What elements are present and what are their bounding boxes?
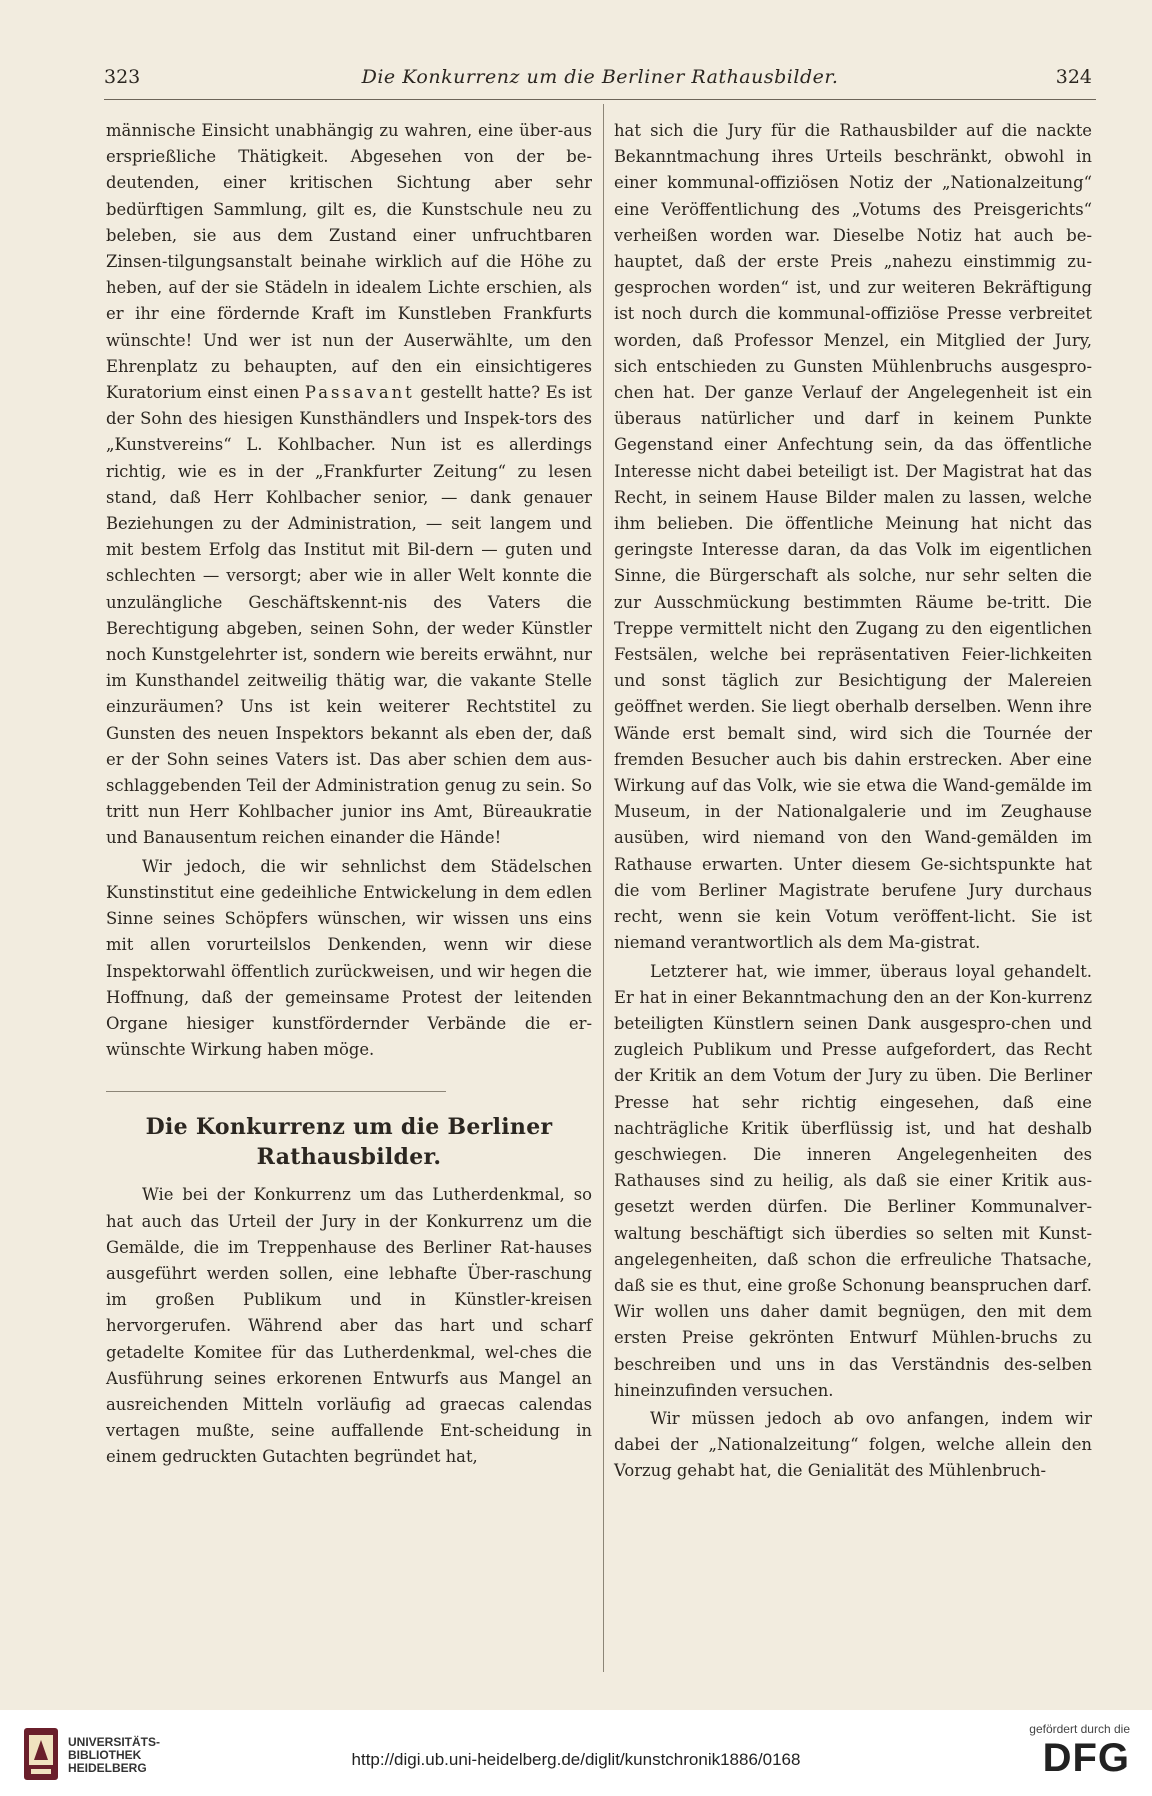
paragraph: hat sich die Jury für die Rathausbilder auf die nackte Bekanntmachung ihres Urteils beschränkt, obwohl in einer kommunal-offiziösen Notiz der „Nationalzeitung“ eine Veröffentlichung des „Votums des Preisgerichts“ verheißen worden war. Dieselbe Notiz hat auch be-hauptet, daß der erste Preis „nahezu einstimmig zu-gesprochen worden“ ist, und zur weiteren Bekräftigung ist noch durch die kommunal-offiziöse Presse verbreitet worden, daß Professor Menzel, ein Mitglied der Jury, sich entschieden zu Gunsten Mühlenbruchs ausgespro-chen hat. Der ganze Verlauf der Angelegenheit ist ein überaus natürlicher und darf in keinem Punkte Gegenstand einer Anfechtung sein, da das öffentliche Interesse nicht dabei beteiligt ist. Der Magistrat hat das Recht, in seinem Hause Bilder malen zu lassen, welche ihm belieben. Die öffentliche Meinung hat nicht das geringste Interesse daran, da das Volk im eigentlichen Sinne, die Bürgerschaft als solche, nur sehr selten die zur Ausschmückung bestimmten Räume be-tritt. Die Treppe vermittelt nicht den Zugang zu den eigentlichen Festsälen, welche bei repräsentativen Feier-lichkeiten und sonst täglich zur Besichtigung der Malereien geöffnet werden. Sie liegt oberhalb derselben. Wenn ihre Wände erst bemalt sind, wird sich die Tournée der fremden Besucher auch bis dahin erstrecken. Aber eine Wirkung auf das Volk, wie sie etwa die Wand-gemälde im Museum, in der Nationalgalerie und im Zeughause ausüben, wird niemand von den Wand-gemälden im Rathause erwarten. Unter diesem Ge-sichtspunkte hat die vom Berliner Magistrate berufene Jury durchaus recht, wenn sie kein Votum veröffent-licht. Sie ist niemand verantwortlich als dem Ma-gistrat.: [614, 121, 1092, 953]
emphasized-name: Passavant: [304, 383, 415, 403]
library-name: UNIVERSITÄTS- BIBLIOTHEK HEIDELBERG: [68, 1735, 161, 1775]
section-divider: [106, 1091, 446, 1092]
digitization-footer: [0, 1710, 1152, 1796]
funder-logo[interactable]: [1000, 1722, 1130, 1780]
running-header: [100, 64, 1100, 94]
paragraph: Letzterer hat, wie immer, überaus loyal gehandelt. Er hat in einer Bekanntmachung den an der Kon-kurrenz beteiligten Künstlern seinen Dank ausgespro-chen und zugleich Publikum und Presse aufgefordert, das Recht der Kritik an dem Votum der Jury zu üben. Die Berliner Presse hat sehr richtig eingesehen, daß eine nachträgliche Kritik überflüssig ist, und hat deshalb geschwiegen. Die inneren Angelegenheiten des Rathauses sind zu heilig, als daß sie einer Kritik aus-gesetzt werden dürfen. Die Berliner Kommunalver-waltung beschäftigt sich überdies so selten mit Kunst-angelegenheiten, daß schon die erfreuliche Thatsache, daß sie es thut, eine große Schonung beanspruchen darf. Wir wollen uns daher damit begnügen, den mit dem ersten Preise gekrönten Entwurf Mühlen-bruchs zu beschreiben und uns in das Verständnis des-selben hineinzufinden versuchen.: [614, 961, 1092, 1400]
column-divider: [603, 104, 604, 1672]
paragraph: männische Einsicht unabhängig zu wahren, eine über-aus ersprießliche Thätigkeit. Abgesehen von der be-deutenden, einer kritischen Sichtung aber sehr bedürftigen Sammlung, gilt es, die Kunstschule neu zu beleben, sie aus dem Zustand einer unfruchtbaren Zinsen-tilgungsanstalt beinahe wirklich auf die Höhe zu heben, auf der sie Städeln in idealem Lichte erschien, als er ihr eine fördernde Kraft im Kunstleben Frankfurts wünschte! Und wer ist nun der Auserwählte, um den Ehrenplatz zu behaupten, auf den ein einsichtigeres Kuratorium einst einen Passavant gestellt hatte? Es ist der Sohn des hiesigen Kunsthändlers und Inspek-tors des „Kunstvereins“ L. Kohlbacher. Nun ist es allerdings richtig, wie es in der „Frankfurter Zeitung“ zu lesen stand, daß Herr Kohlbacher senior, — dank genauer Beziehungen zu der Administration, — seit langem und mit bestem Erfolg das Institut mit Bil-dern — guten und schlechten — versorgt; aber wie in aller Welt konnte die unzulängliche Geschäftskennt-nis des Vaters die Berechtigung abgeben, seinen Sohn, der weder Künstler noch Kunstgelehrter ist, sondern wie bereits erwähnt, nur im Kunsthandel zeitweilig thätig war, die vakante Stelle einzuräumen? Uns ist kein weiterer Rechtstitel zu Gunsten des neuen Inspektors bekannt als eben der, daß er der Sohn seines Vaters ist. Das aber schien dem aus-schlaggebenden Teil der Administration genug zu sein. So tritt nun Herr Kohlbacher junior ins Amt, Büreaukratie und Banausentum reichen einander die Hände!: [106, 121, 592, 848]
funder-label: gefördert durch die: [1029, 1722, 1130, 1736]
header-rule: [104, 99, 1096, 100]
running-title: Die Konkurrenz um die Berliner Rathausbilder.: [361, 66, 839, 88]
dfg-logo-icon: DFG: [1042, 1736, 1130, 1780]
section-heading: Die Konkurrenz um die Berliner Rathausbilder.: [145, 1114, 553, 1171]
paragraph: Wir müssen jedoch ab ovo anfangen, indem wir dabei der „Nationalzeitung“ folgen, welche allein den Vorzug gehabt hat, die Genialität des Mühlenbruch-: [614, 1408, 1092, 1481]
paragraph: Wir jedoch, die wir sehnlichst dem Städelschen Kunstinstitut eine gedeihliche Entwickelung in dem edlen Sinne seines Schöpfers wünschen, wir wissen uns eins mit allen vorurteilslos Denkenden, wenn wir diese Inspektorwahl öffentlich zurückweisen, und wir hegen die Hoffnung, daß der gemeinsame Protest der leitenden Organe hiesiger kunstfördernder Verbände die er-wünschte Wirkung haben möge.: [106, 856, 592, 1060]
left-column: [106, 118, 592, 1471]
page-number-left: 323: [104, 66, 141, 88]
right-column: [614, 118, 1092, 1485]
paragraph: Wie bei der Konkurrenz um das Lutherdenkmal, so hat auch das Urteil der Jury in der Konkurrenz um die Gemälde, die im Treppenhause des Berliner Rat-hauses ausgeführt werden sollen, eine lebhafte Über-raschung im großen Publikum und in Künstler-kreisen hervorgerufen. Während aber das hart und scharf getadelte Komitee für das Lutherdenkmal, wel-ches die Ausführung seines erkorenen Entwurfs aus Mangel an ausreichenden Mitteln vorläufig ad graecas calendas vertagen mußte, seine auffallende Ent-scheidung in einem gedruckten Gutachten begründet hat,: [106, 1185, 592, 1467]
source-url[interactable]: http://digi.ub.uni-heidelberg.de/diglit/kunstchronik1886/0168: [351, 1750, 801, 1769]
page-number-right: 324: [1055, 66, 1092, 88]
